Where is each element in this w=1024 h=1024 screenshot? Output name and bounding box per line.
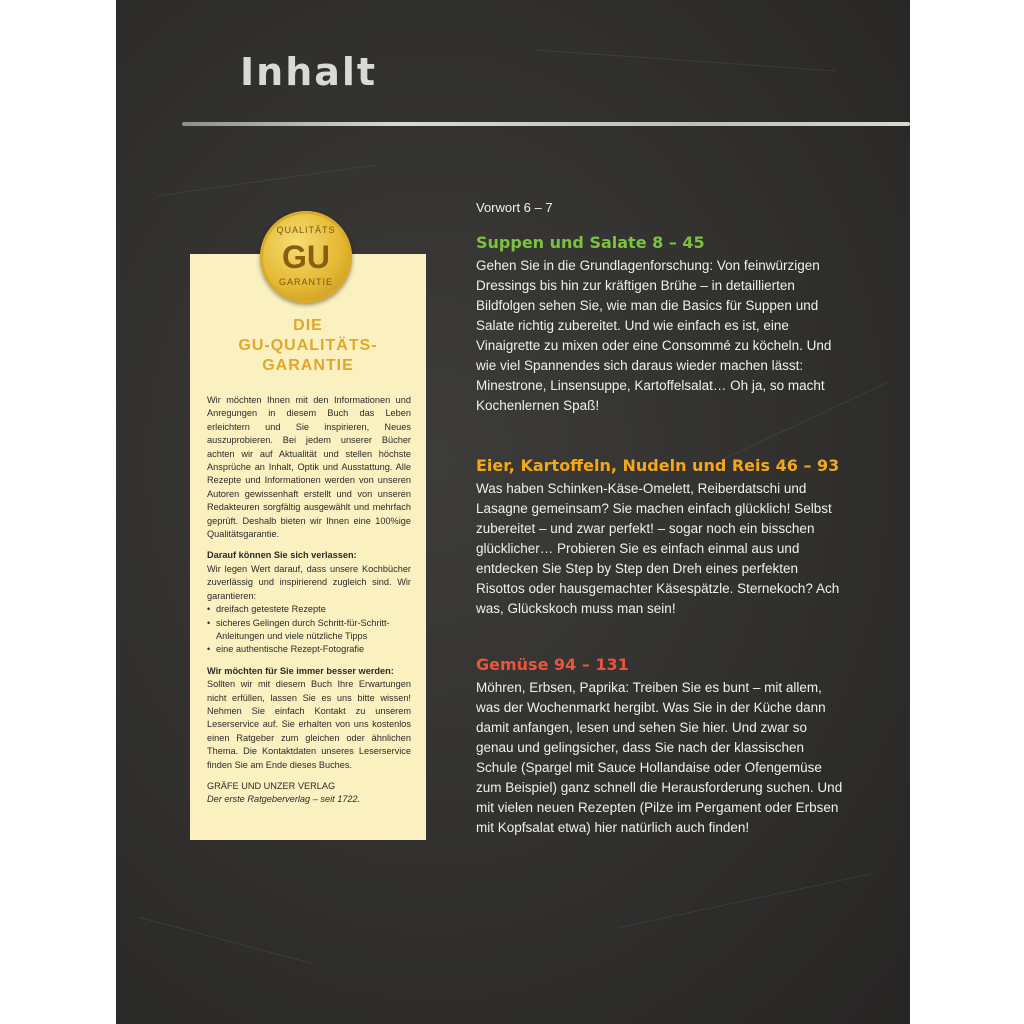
publisher-tagline: Der erste Ratgeberverlag – seit 1722.	[207, 794, 361, 805]
page-title: Inhalt	[240, 50, 378, 94]
section-description: Möhren, Erbsen, Paprika: Treiben Sie es bunt – mit allem, was der Wochenmarkt hergibt. Was Sie in der Küche dann damit anfangen, lesen und sehen Sie hier. Und zwar so genau und gelingsicher, dass Sie nach der klassischen Schule (Spargel mit Sauce Hollandaise oder Ofengemüse zum Beispiel) ganz schnell die Herausforderung suchen. Und mit vielen neuen Rezepten (Pilze im Pergament oder Erbsen mit Kopfsalat etwa) hier natürlich auch finden!	[476, 680, 843, 835]
toc-section-vegetables	[476, 654, 846, 878]
gu-logo: GU	[282, 239, 330, 275]
seal-bottom-text: GARANTIE	[278, 277, 333, 287]
section-description: Gehen Sie in die Grundlagenforschung: Von feinwürzigen Dressings bis hin zur kräftigen Brühe – in detaillierten Bildfolgen sehen Sie, wie man die Basics für Suppen und Salate richtig zubereitet. Und wie einfach es ist, eine Vinaigrette zu mixen oder eine Consommé zu köcheln. Und wie viel Spannendes sich daraus wieder machen lässt: Minestrone, Linsensuppe, Kartoffelsalat… Oh ja, so macht Kochenlernen Spaß!	[476, 258, 832, 413]
guarantee-heading-line: GU-QUALITÄTS-	[238, 337, 378, 354]
seal-top-text: QUALITÄTS	[276, 225, 336, 235]
rely-heading: Darauf können Sie sich verlassen:	[207, 550, 357, 561]
section-title: Gemüse 94 – 131	[476, 655, 629, 674]
section-title: Suppen und Salate 8 – 45	[476, 233, 705, 252]
list-item: • sicheres Gelingen durch Schritt-für-Schritt-Anleitungen und viele nützliche Tipps	[207, 617, 411, 644]
toc-section-eggs-potatoes	[476, 455, 846, 659]
better-heading: Wir möchten für Sie immer besser werden:	[207, 665, 394, 676]
guarantee-heading-line: DIE	[293, 317, 323, 334]
publisher-name: GRÄFE UND UNZER VERLAG	[207, 780, 336, 791]
better-text: Sollten wir mit diesem Buch Ihre Erwartungen nicht erfüllen, lassen Sie es uns bitte wissen! Nehmen Sie einfach Kontakt zu unserem Leserservice auf. Sie erhalten von uns kostenlos einen Ratgeber zum gleichen oder ähnlichen Thema. Die Kontaktdaten unseres Leserservice finden Sie am Ende dieses Buches.	[207, 679, 411, 770]
chalk-divider	[182, 122, 910, 126]
toc-section-soups-salads	[476, 232, 846, 456]
section-title: Eier, Kartoffeln, Nudeln und Reis 46 – 93	[476, 456, 840, 475]
guarantee-heading	[190, 316, 426, 376]
chalkboard-page	[116, 0, 910, 1024]
quality-guarantee-box	[190, 254, 426, 840]
guarantee-heading-line: GARANTIE	[262, 357, 354, 374]
list-item: • dreifach getestete Rezepte	[207, 603, 411, 616]
rely-text: Wir legen Wert darauf, dass unsere Kochbücher zuverlässig und inspirierend zugleich sind. Wir garantieren:	[207, 563, 411, 601]
toc-vorwort: Vorwort 6 – 7	[476, 200, 553, 215]
list-item: • eine authentische Rezept-Fotografie	[207, 643, 411, 656]
table-of-contents	[476, 200, 846, 835]
section-description: Was haben Schinken-Käse-Omelett, Reiberdatschi und Lasagne gemeinsam? Sie machen einfach glücklich! Selbst zubereitet – und zwar perfekt! – sogar noch ein bisschen glücklicher… Probieren Sie es einfach einmal aus und entdecken Sie Step by Step den Dreh eines perfekten Risottos oder hausgemachter Käsespätzle. Sternekoch? Ach was, Glückskoch muss man sein!	[476, 481, 840, 616]
guarantee-intro: Wir möchten Ihnen mit den Informationen und Anregungen in diesem Buch das Leben erleichtern und Sie inspirieren, Neues auszuprobieren. Bei jedem unserer Bücher achten wir auf Aktualität und stellen höchste Ansprüche an Inhalt, Optik und Ausstattung. Alle Rezepte und Informationen werden von unseren Autoren gewissenhaft erstellt und von unseren Redakteuren sorgfältig ausgewählt und mehrfach geprüft. Deshalb bieten wir Ihnen eine 100%ige Qualitätsgarantie.	[207, 395, 411, 540]
gu-quality-seal	[260, 211, 352, 303]
guarantee-text	[207, 394, 411, 807]
guarantee-list	[207, 603, 411, 657]
